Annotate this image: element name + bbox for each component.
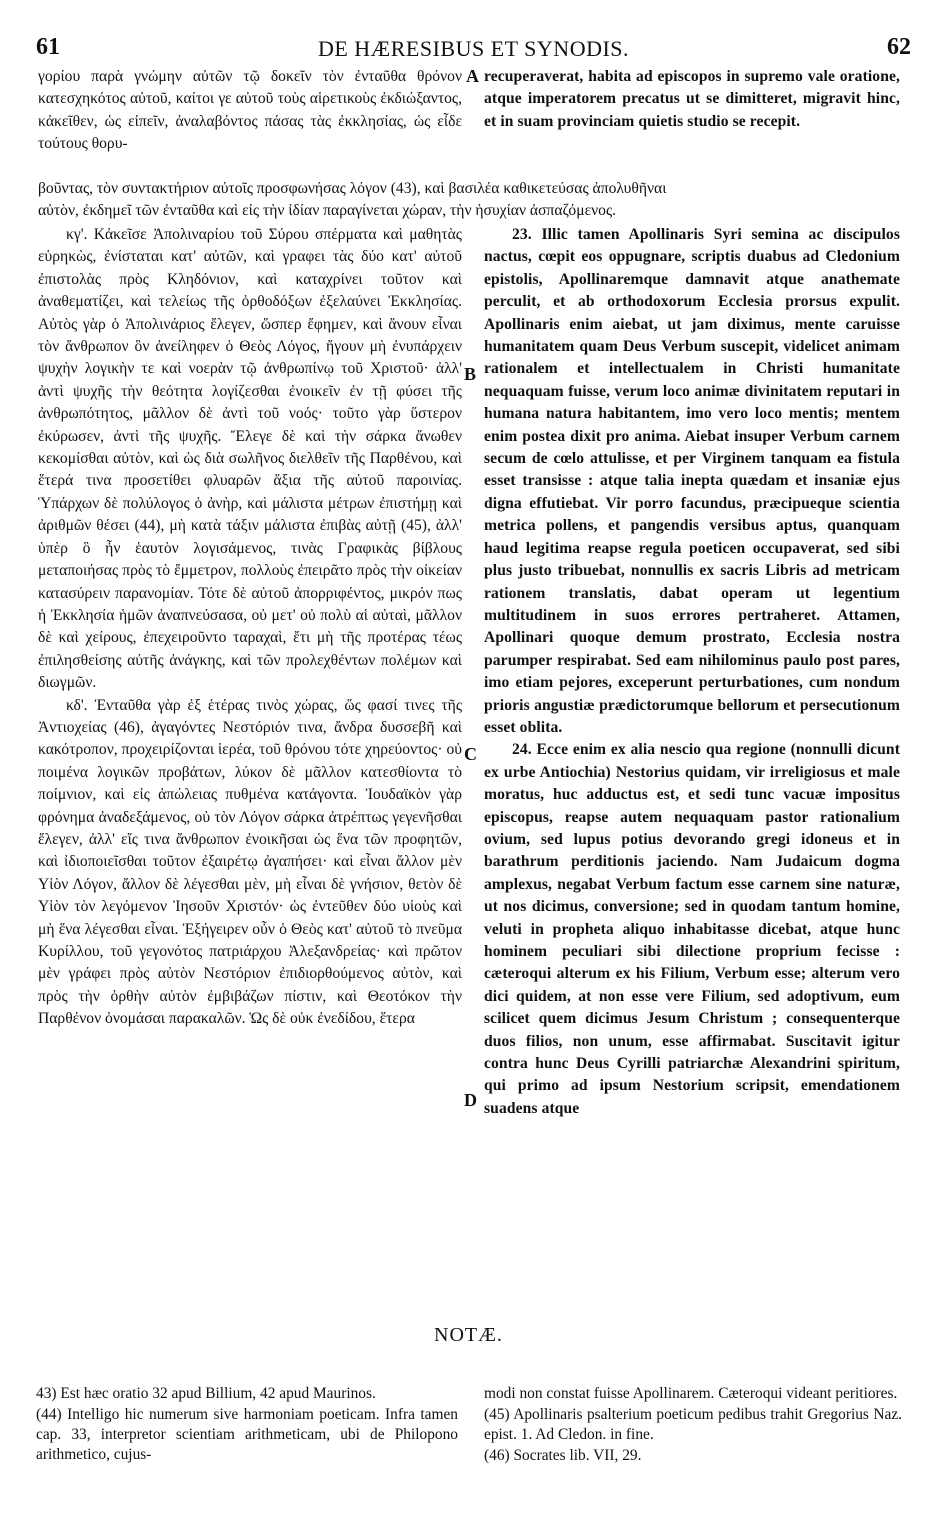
notes-left-column	[36, 1384, 458, 1466]
note-43: 43) Est hæc oratio 32 apud Billium, 42 apud Maurinos.	[36, 1385, 376, 1402]
running-title: DE HÆRESIBUS ET SYNODIS.	[317, 36, 630, 61]
latin-paragraph-23: 23. Illic tamen Apollinaris Syri semina ac discipulos nactus, cœpit eos oppugnare, scriptis duabus ad Cledonium epistolis, Apollinaremque damnavit atque anathemate perculit, et ab orthodoxorum Ecclesia prorsus expulit. Apollinaris enim aiebat, ut jam diximus, mente caruisse humanitatem quam Deus Verbum suscepit, videlicet animam rationalem et intellectualem in Christi humanitate nequaquam fuisse, verum loco animæ divinitatem reputari in humana natura habitantem, imo vero loco mentis; mentem enim postea dixit pro anima. Aiebat insuper Verbum carnem secum de cœlo attulisse, et per Virginem tanquam ea fistula esset transisse : atque talia inepta quædam et insaniæ ejus digna effutiebat. Vir porro facundus, præcipueque scientia metrica pollens, et pangendis versibus aptus, quanquam haud legitima reapse regula poeticen occupaverat, sed sibi plus justo tribuebat, nonnullis ex sacris Libris ad metricam rationem translatis, dabat operam ut legentium multitudinem in suos errores pertraheret. Attamen, Apollinari quoque demum prostrato, Ecclesia nostra parumper respirabat. Sed eam nihilominus paulo post pares, imo etiam pejores, exceperunt perturbationes, cum nondum prioris angustiæ prædictorumque bellorum et persecutionum esset oblita.	[484, 226, 900, 736]
latin-column-lower	[484, 224, 900, 1120]
latin-column	[484, 66, 900, 133]
note-44: (44) Intelligo hic numerum sive harmoniam poeticam. Infra tamen cap. 33, interpretor scientiam arithmeticam, ubi de Philopono arithmetico, cujus-	[36, 1406, 458, 1463]
greek-column	[38, 66, 462, 156]
note-44-continued: modi non constat fuisse Apollinarem. Cæteroqui videant peritiores.	[484, 1385, 898, 1402]
notes-title: NOTÆ.	[434, 1324, 503, 1346]
latin-paragraph-1: recuperaverat, habita ad episcopos in supremo vale oratione, atque imperatorem precatus ut se dimitteret, migravit hinc, et in suam provinciam quietis studio se recepit.	[484, 68, 900, 130]
greek-column-lower	[38, 224, 462, 1031]
spanning-line-1	[38, 178, 900, 200]
latin-paragraph-24: 24. Ecce enim ex alia nescio qua regione (nonnulli dicunt ex urbe Antiochia) Nestorius quidam, vir irreligiosus et male moratus, huc adductus est, et sedi tunc vacuæ impositus episcopus, reapse autem nequaquam pastor rationalium ovium, sed lupus potius devorando gregi idoneus et in barathrum perditionis jaciendo. Nam Judaicum dogma amplexus, negabat Verbum factum esse carnem sine naturæ, ut nos dicimus, conversione; sed in quodam tantum homine, veluti in propheta aliquo inhabitasse dicebat, atque hunc hominem peculiari sibi dilectione proprium fecisse : cæteroqui alterum ex his Filium, Verbum esse; alterum vero dici quidem, at non esse vere Filium, sed adoptivum, eum scilicet quem dicimus Jesum Christum ; consequenterque duos filios, non unum, esse affirmabat. Suscitavit igitur contra hunc Deus Cyrilli patriarchæ Alexandrini spiritum, qui primo ad ipsum Nestorium scripsit, emendationem suadens atque	[484, 741, 900, 1117]
note-46: (46) Socrates lib. VII, 29.	[484, 1447, 642, 1464]
note-45: (45) Apollinaris psalterium poeticum pedibus trahit Gregorius Naz. epist. 1. Ad Cledon. in fine.	[484, 1406, 902, 1443]
greek-paragraph-23: κγ'. Κἀκεῖσε Ἀπολιναρίου τοῦ Σύρου σπέρματα καὶ μαθητὰς εὑρηκὼς, ἐνίσταται κατ' αὐτῶν, καὶ γραφει τὰς δύο κατ' αὐτοῦ ἐπιστολὰς πρὸς Κληδόνιον, καὶ καταχρίνει τοῦτον καὶ ἀναθεματίζει, καὶ τελείως τῆς ὀρθοδόξων ἐξελαύνει Ἐκκλησίας. Αὐτὸς γὰρ ὁ Ἀπολινάριος ἔλεγεν, ὥσπερ ἔφημεν, καὶ ἄνουν εἶναι τὸν ἄνθρωπον ὃν ἀνείληφεν ὁ Θεὸς Λόγος, ἤγουν μὴ ἐνυπάρχειν ψυχὴν λογικὴν τε καὶ νοερὰν τῷ ἀνθρωπίνῳ τοῦ Χριστοῦ· ἀλλ' ἀντὶ ψυχῆς τὴν θεότητα λογίζεσθαι ἐνοικεῖν ἐν τῇ φύσει τῆς ἀνθρωπότητος, μᾶλλον δὲ ἀντὶ τοῦ νοός· τοῦτο γὰρ ὕστερον ἐκύρωσεν, ἀντὶ τῆς ψυχῆς. Ἔλεγε δὲ καὶ τὴν σάρκα ἄνωθεν κεκομίσθαι αὐτὸν, καὶ ὡς διὰ σωλῆνος διελθεῖν τῆς Παρθένου, καὶ ἕτερά τινα προσετίθει φλυαρῶν ἄξια τῆς αὐτοῦ παροινίας. Ὑπάρχων δὲ πολύλογος ὁ ἀνὴρ, καὶ μάλιστα μέτρων ἐπιστήμῃ καὶ ἀριθμῶν θέσει (44), μὴ κατὰ τάξιν μάλιστα ἐπιβὰς αὐτῇ (45), ἀλλ' ὑπὲρ ὃ ἦν ἑαυτὸν λογισάμενος, τινὰς Γραφικὰς βίβλους μεταποιήσας πρὸς τὸ ἔμμετρον, πολλοὺς ἐπειρᾶτο πρὸς τὴν οἰκείαν κατασύρειν παρανομίαν. Τότε δὲ αὐτοῦ ἀπορριφέντος, μικρόν πως ἡ Ἐκκλησία ἡμῶν ἀναπνεύσασα, οὐ μετ' οὐ πολὺ αἱ αὐταὶ, μᾶλλον δὲ καὶ χείρους, ἐπεχειροῦντο ταραχαὶ, ἔτι μὴ τῆς προτέρας τέως ἐπιλησθείσης αὐτῆς ἀνάγκης, καὶ τῶν προλεχθέντων πολέμων καὶ διωγμῶν.	[38, 226, 462, 692]
spanning-line-1-text: βοῦντας, τὸν συντακτήριον αὐτοῖς προσφωνήσας λόγον (43), καὶ βασιλέα καθικετεύσας ἀπολυθῆναι	[38, 180, 667, 197]
notes-right-column	[484, 1384, 902, 1467]
page-header	[36, 34, 911, 64]
greek-paragraph-24: κδ'. Ἐνταῦθα γὰρ ἐξ ἑτέρας τινὸς χώρας, ὥς φασί τινες τῆς Ἀντιοχείας (46), ἀγαγόντες Νεστόριόν τινα, ἄνδρα δυσσεβῆ καὶ κακότροπον, προχειρίζονται ἱερέα, τοῦ θρόνου τότε χηρεύοντος· οὐ ποιμένα λογικῶν προβάτων, λύκον δὲ μᾶλλον κατεσθίοντα τὸ ποίμνιον, καὶ εἰς ἀπώλειας πυθμένα κατάγοντα. Ἰουδαϊκὸν γὰρ φρόνημα ἀναδεξάμενος, οὐ τὸν Λόγον σάρκα ἀτρέπτως γεγενῆσθαι ἔλεγεν, ἀλλ' εἴς τινα ἄνθρωπον ἐνοικῆσαι ὡς ἕνα τῶν προφητῶν, καὶ ἰδιοποιεῖσθαι τοῦτον ἐξαιρέτῳ ἀγαπήσει· καὶ εἶναι ἄλλον μὲν Υἱὸν Λόγον, ἄλλον δὲ λέγεσθαι μὲν, μὴ εἶναι δὲ γνήσιον, θετὸν δὲ Υἱὸν τὸν λεγόμενον Ἰησοῦν Χριστόν· ὡς ἐντεῦθεν δύο υἱοὺς καὶ μὴ ἕνα λέγεσθαι εἶναι. Ἐξήγειρεν οὖν ὁ Θεὸς κατ' αὐτοῦ τὸ πνεῦμα Κυρίλλου, τοῦ γεγονότος πατριάρχου Ἀλεξανδρείας· καὶ πρῶτον μὲν γράφει πρὸς αὐτὸν Νεστόριον ἐπιδιορθούμενος αὐτὸν, καὶ πρὸς τὴν ὀρθὴν αὐτὸν ἐμβιβάζων πίστιν, καὶ Θεοτόκον τὴν Παρθένον ὀνομάσαι παρακαλῶν. Ὡς δὲ οὐκ ἐνεδίδου, ἕτερα	[38, 696, 462, 1028]
margin-marker-b: B	[464, 364, 477, 384]
margin-marker-a: A	[466, 66, 479, 86]
spanning-line-2-text: αὐτὸν, ἐκδημεῖ τῶν ἐνταῦθα καὶ εἰς τὴν ἰδίαν παραγίνεται χώραν, τὴν ἡσυχίαν ἀσπαζόμενος.	[38, 202, 617, 219]
margin-marker-d: D	[464, 1090, 477, 1110]
page-number-left: 61	[36, 34, 60, 60]
margin-marker-c: C	[464, 744, 477, 764]
greek-paragraph-1: γορίου παρὰ γνώμην αὐτῶν τῷ δοκεῖν τὸν ἐνταῦθα θρόνον κατεσχηκότος αὐτοῦ, καίτοι γε αὐτοῦ τοὺς αἱρετικοὺς ἐκδιώξαντος, κἀκεῖθεν, ὡς εἰπεῖν, ἀναλαβόντος πάσας τὰς ἐκκλησίας, ὡς εἶδε τούτους θορυ-	[38, 68, 462, 153]
spanning-line-2	[38, 200, 900, 222]
page-number-right: 62	[887, 34, 911, 60]
